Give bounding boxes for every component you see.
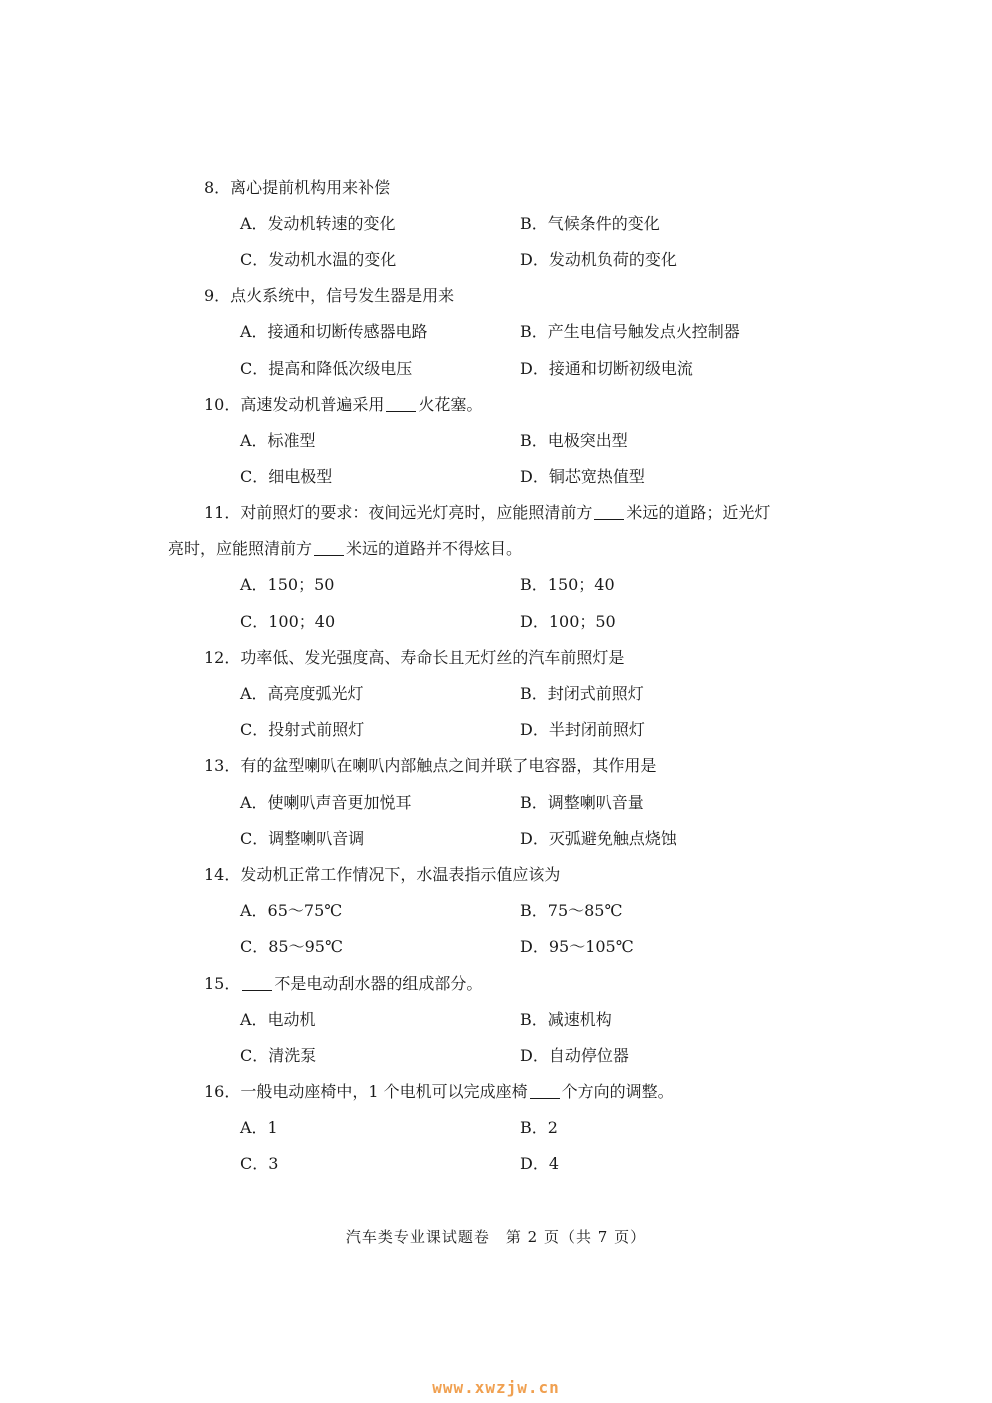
question-13-option-a: A．使喇叭声音更加悦耳 (240, 793, 412, 812)
question-14-option-b: B．75～85℃ (520, 901, 623, 920)
question-10-option-a: A．标准型 (240, 431, 316, 450)
answer-blank (314, 539, 344, 556)
question-10-stem-post: 火花塞。 (418, 395, 483, 414)
question-11-line1-pre: 11．对前照灯的要求：夜间远光灯亮时，应能照清前方 (204, 503, 593, 522)
answer-blank (594, 503, 624, 520)
question-9-option-a: A．接通和切断传感器电路 (240, 322, 428, 341)
question-11-line1-post: 米远的道路；近光灯 (626, 503, 771, 522)
question-14-option-c: C．85～95℃ (240, 937, 343, 956)
question-13-option-d: D．灭弧避免触点烧蚀 (520, 829, 677, 848)
question-8-option-d: D．发动机负荷的变化 (520, 250, 677, 269)
question-16-option-b: B．2 (520, 1118, 558, 1137)
site-watermark: www.xwzjw.cn (432, 1378, 560, 1397)
question-11-stem-line1 (204, 503, 770, 523)
question-13-option-c: C．调整喇叭音调 (240, 829, 365, 848)
answer-blank (386, 395, 416, 412)
question-8-option-b: B．气候条件的变化 (520, 214, 660, 233)
question-11-stem-line2 (168, 539, 522, 559)
question-11-option-d: D．100；50 (520, 612, 616, 631)
question-8-stem: 8．离心提前机构用来补偿 (204, 178, 391, 197)
question-8-option-c: C．发动机水温的变化 (240, 250, 397, 269)
question-10-option-d: D．铜芯宽热值型 (520, 467, 645, 486)
question-12-stem: 12．功率低、发光强度高、寿命长且无灯丝的汽车前照灯是 (204, 648, 625, 667)
question-16-stem-pre: 16．一般电动座椅中，1 个电机可以完成座椅 (204, 1082, 528, 1101)
page-footer: 汽车类专业课试题卷 第 2 页（共 7 页） (345, 1228, 647, 1246)
question-15-stem (204, 974, 482, 994)
question-13-option-b: B．调整喇叭音量 (520, 793, 644, 812)
question-15-stem-post: 不是电动刮水器的组成部分。 (274, 974, 483, 993)
question-9-option-b: B．产生电信号触发点火控制器 (520, 322, 740, 341)
question-12-option-a: A．高亮度弧光灯 (240, 684, 364, 703)
question-15-option-d: D．自动停位器 (520, 1046, 629, 1065)
question-11-option-a: A．150；50 (240, 575, 335, 594)
question-8-option-a: A．发动机转速的变化 (240, 214, 396, 233)
question-14-option-a: A．65～75℃ (240, 901, 343, 920)
question-11-option-c: C．100；40 (240, 612, 336, 631)
question-16-option-d: D．4 (520, 1154, 560, 1173)
question-11-option-b: B．150；40 (520, 575, 615, 594)
question-10-stem (204, 395, 482, 415)
question-15-option-a: A．电动机 (240, 1010, 316, 1029)
question-11-line2-post: 米远的道路并不得炫目。 (346, 539, 523, 558)
question-12-option-d: D．半封闭前照灯 (520, 720, 645, 739)
question-9-option-c: C．提高和降低次级电压 (240, 359, 413, 378)
question-15-option-c: C．清洗泵 (240, 1046, 317, 1065)
answer-blank (242, 974, 272, 991)
question-11-line2-pre: 亮时，应能照清前方 (168, 539, 313, 558)
question-12-option-c: C．投射式前照灯 (240, 720, 365, 739)
question-16-option-c: C．3 (240, 1154, 279, 1173)
question-9-stem: 9．点火系统中，信号发生器是用来 (204, 286, 455, 305)
question-14-stem: 14．发动机正常工作情况下，水温表指示值应该为 (204, 865, 561, 884)
question-16-stem-post: 个方向的调整。 (561, 1082, 674, 1101)
question-15-option-b: B．减速机构 (520, 1010, 612, 1029)
question-10-stem-pre: 10．高速发动机普遍采用 (204, 395, 385, 414)
question-12-option-b: B．封闭式前照灯 (520, 684, 644, 703)
question-9-option-d: D．接通和切断初级电流 (520, 359, 693, 378)
question-14-option-d: D．95～105℃ (520, 937, 634, 956)
answer-blank (530, 1082, 560, 1099)
question-10-option-c: C．细电极型 (240, 467, 333, 486)
question-13-stem: 13．有的盆型喇叭在喇叭内部触点之间并联了电容器，其作用是 (204, 756, 657, 775)
question-10-option-b: B．电极突出型 (520, 431, 628, 450)
question-16-option-a: A．1 (240, 1118, 278, 1137)
question-15-stem-pre: 15． (204, 974, 241, 993)
question-16-stem (204, 1082, 674, 1102)
